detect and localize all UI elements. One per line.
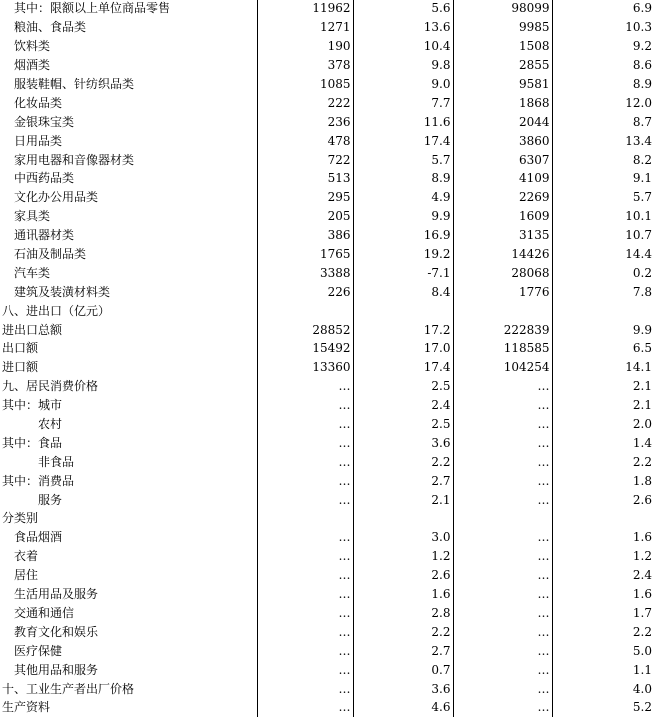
cell-v1: 222: [257, 93, 353, 112]
table-row: [0, 490, 654, 509]
cell-v4: 2.1: [552, 377, 654, 396]
cell-v4: 2.2: [552, 452, 654, 471]
row-label: 服装鞋帽、针纺织品类: [14, 77, 135, 91]
row-label: 农村: [38, 417, 63, 432]
table-row: [0, 528, 654, 547]
cell-v3: 9985: [453, 18, 552, 37]
cell-v4: [552, 301, 654, 320]
cell-v4: 10.3: [552, 18, 654, 37]
row-label: 八、进出口（亿元）: [2, 303, 111, 318]
cell-v2: 2.7: [353, 641, 453, 660]
table-row: [0, 396, 654, 415]
cell-v1: …: [257, 566, 353, 585]
cell-v3: …: [453, 698, 552, 717]
cell-v4: 2.2: [552, 622, 654, 641]
table-row: [0, 547, 654, 566]
cell-v2: 10.4: [353, 37, 453, 56]
cell-v4: 5.0: [552, 641, 654, 660]
cell-v4: 14.4: [552, 245, 654, 264]
cell-v1: …: [257, 528, 353, 547]
table-row: [0, 0, 654, 18]
cell-v1: …: [257, 660, 353, 679]
cell-v3: …: [453, 566, 552, 585]
cell-v2: -7.1: [353, 263, 453, 282]
row-label: 粮油、食品类: [14, 20, 87, 35]
cell-v4: 1.1: [552, 660, 654, 679]
cell-v1: …: [257, 377, 353, 396]
cell-v2: 2.8: [353, 604, 453, 623]
cell-v1: …: [257, 547, 353, 566]
cell-v2: 2.2: [353, 452, 453, 471]
cell-v4: 13.4: [552, 131, 654, 150]
cell-v4: 10.7: [552, 226, 654, 245]
cell-v3: …: [453, 471, 552, 490]
cell-v3: 2044: [453, 112, 552, 131]
cell-v2: 17.2: [353, 320, 453, 339]
table-row: [0, 641, 654, 660]
table-row: [0, 150, 654, 169]
cell-v1: [257, 301, 353, 320]
cell-v4: 2.0: [552, 415, 654, 434]
cell-v3: 104254: [453, 358, 552, 377]
cell-v4: 7.8: [552, 282, 654, 301]
cell-v2: 16.9: [353, 226, 453, 245]
cell-v4: [552, 509, 654, 528]
row-label: 家具类: [14, 209, 51, 224]
cell-v3: [453, 509, 552, 528]
table-row: [0, 282, 654, 301]
row-label: 其中：城市: [2, 398, 63, 413]
row-label: 饮料类: [14, 39, 51, 54]
cell-v1: 1765: [257, 245, 353, 264]
cell-v2: 8.9: [353, 169, 453, 188]
cell-v4: 8.2: [552, 150, 654, 169]
cell-v1: …: [257, 452, 353, 471]
cell-v4: 9.1: [552, 169, 654, 188]
cell-v2: 2.5: [353, 377, 453, 396]
cell-v3: 222839: [453, 320, 552, 339]
cell-v3: …: [453, 622, 552, 641]
cell-v4: 5.2: [552, 698, 654, 717]
cell-v2: 11.6: [353, 112, 453, 131]
cell-v4: 9.9: [552, 320, 654, 339]
cell-v3: 1508: [453, 37, 552, 56]
table-row: [0, 339, 654, 358]
table-row: [0, 377, 654, 396]
cell-v4: 9.2: [552, 37, 654, 56]
cell-v2: 3.6: [353, 679, 453, 698]
cell-v1: …: [257, 698, 353, 717]
cell-v2: 3.6: [353, 433, 453, 452]
cell-v2: 0.7: [353, 660, 453, 679]
cell-v3: …: [453, 433, 552, 452]
table-row: [0, 622, 654, 641]
cell-v3: …: [453, 396, 552, 415]
cell-v3: 4109: [453, 169, 552, 188]
cell-v2: 2.6: [353, 566, 453, 585]
row-label: 进口额: [2, 360, 39, 375]
cell-v2: 2.1: [353, 490, 453, 509]
cell-v1: 11962: [257, 0, 353, 18]
table-row: [0, 188, 654, 207]
cell-v3: …: [453, 490, 552, 509]
cell-v2: 3.0: [353, 528, 453, 547]
row-label: 衣着: [14, 549, 39, 564]
cell-v3: …: [453, 660, 552, 679]
table-row: [0, 433, 654, 452]
cell-v1: 236: [257, 112, 353, 131]
row-label: 化妆品类: [14, 95, 63, 110]
cell-v4: 1.7: [552, 604, 654, 623]
cell-v1: 478: [257, 131, 353, 150]
cell-v3: 3135: [453, 226, 552, 245]
cell-v4: 1.4: [552, 433, 654, 452]
cell-v2: [353, 509, 453, 528]
table-row: [0, 93, 654, 112]
cell-v3: …: [453, 585, 552, 604]
cell-v1: 226: [257, 282, 353, 301]
cell-v2: 7.7: [353, 93, 453, 112]
cell-v3: [453, 301, 552, 320]
cell-v4: 8.7: [552, 112, 654, 131]
cell-v3: 118585: [453, 339, 552, 358]
cell-v2: 2.7: [353, 471, 453, 490]
table-row: [0, 56, 654, 75]
row-label: 金银珠宝类: [14, 114, 75, 129]
cell-v1: …: [257, 585, 353, 604]
table-row: [0, 679, 654, 698]
cell-v2: 17.0: [353, 339, 453, 358]
row-label: 文化办公用品类: [14, 190, 99, 205]
table-row: [0, 566, 654, 585]
row-label: 其中：限额以上单位商品零售: [14, 1, 171, 16]
cell-v2: 2.2: [353, 622, 453, 641]
cell-v2: 17.4: [353, 131, 453, 150]
cell-v1: …: [257, 490, 353, 509]
row-label: 日用品类: [14, 133, 63, 148]
row-label: 医疗保健: [14, 643, 63, 658]
cell-v4: 1.6: [552, 585, 654, 604]
cell-v4: 14.1: [552, 358, 654, 377]
row-label: 居住: [14, 568, 39, 583]
row-label: 生活用品及服务: [14, 587, 99, 602]
cell-v3: …: [453, 679, 552, 698]
cell-v4: 1.2: [552, 547, 654, 566]
row-label: 九、居民消费价格: [2, 379, 99, 394]
row-label: 中西药品类: [14, 171, 75, 186]
table-row: [0, 698, 654, 717]
cell-v1: 205: [257, 207, 353, 226]
table-row: [0, 471, 654, 490]
cell-v1: 378: [257, 56, 353, 75]
cell-v2: 13.6: [353, 18, 453, 37]
row-label: 分类别: [2, 511, 39, 526]
cell-v1: 386: [257, 226, 353, 245]
cell-v1: 28852: [257, 320, 353, 339]
cell-v1: 190: [257, 37, 353, 56]
cell-v1: …: [257, 471, 353, 490]
table-row: [0, 320, 654, 339]
cell-v2: 4.6: [353, 698, 453, 717]
cell-v3: …: [453, 377, 552, 396]
cell-v1: 13360: [257, 358, 353, 377]
cell-v4: 8.6: [552, 56, 654, 75]
row-label: 通讯器材类: [14, 228, 75, 243]
row-label: 非食品: [38, 454, 75, 469]
cell-v2: 2.5: [353, 415, 453, 434]
cell-v4: 4.0: [552, 679, 654, 698]
cell-v3: 3860: [453, 131, 552, 150]
table-row: [0, 301, 654, 320]
table-row: [0, 660, 654, 679]
table-row: [0, 169, 654, 188]
cell-v3: 14426: [453, 245, 552, 264]
cell-v3: 6307: [453, 150, 552, 169]
cell-v4: 6.9: [552, 0, 654, 18]
cell-v2: 19.2: [353, 245, 453, 264]
cell-v1: …: [257, 604, 353, 623]
cell-v3: 2269: [453, 188, 552, 207]
cell-v1: [257, 509, 353, 528]
cell-v4: 12.0: [552, 93, 654, 112]
table-row: [0, 112, 654, 131]
cell-v4: 2.1: [552, 396, 654, 415]
cell-v1: …: [257, 433, 353, 452]
cell-v3: 1609: [453, 207, 552, 226]
table-row: [0, 226, 654, 245]
table-row: [0, 452, 654, 471]
row-label: 生产资料: [2, 700, 51, 715]
cell-v3: …: [453, 415, 552, 434]
cell-v3: …: [453, 604, 552, 623]
table-row: [0, 207, 654, 226]
cell-v4: 2.6: [552, 490, 654, 509]
cell-v1: 513: [257, 169, 353, 188]
table-row: [0, 585, 654, 604]
cell-v2: 1.2: [353, 547, 453, 566]
cell-v3: …: [453, 547, 552, 566]
cell-v1: 15492: [257, 339, 353, 358]
cell-v2: [353, 301, 453, 320]
cell-v3: 1868: [453, 93, 552, 112]
cell-v3: …: [453, 641, 552, 660]
cell-v3: …: [453, 452, 552, 471]
cell-v1: 3388: [257, 263, 353, 282]
cell-v1: …: [257, 679, 353, 698]
row-label: 其他用品和服务: [14, 662, 99, 677]
cell-v3: 2855: [453, 56, 552, 75]
table-row: [0, 604, 654, 623]
cell-v3: 98099: [453, 0, 552, 18]
row-label: 汽车类: [14, 265, 51, 280]
cell-v4: 5.7: [552, 188, 654, 207]
row-label: 十、工业生产者出厂价格: [2, 681, 135, 696]
cell-v4: 2.4: [552, 566, 654, 585]
cell-v2: 5.7: [353, 150, 453, 169]
cell-v2: 9.0: [353, 75, 453, 94]
cell-v4: 1.6: [552, 528, 654, 547]
cell-v2: 2.4: [353, 396, 453, 415]
row-label: 交通和通信: [14, 605, 75, 620]
cell-v1: 1085: [257, 75, 353, 94]
cell-v1: …: [257, 396, 353, 415]
table-row: [0, 509, 654, 528]
row-label: 家用电器和音像器材类: [14, 152, 135, 167]
cell-v4: 0.2: [552, 263, 654, 282]
cell-v2: 5.6: [353, 0, 453, 18]
cell-v3: 1776: [453, 282, 552, 301]
cell-v2: 9.8: [353, 56, 453, 75]
table-row: [0, 358, 654, 377]
cell-v1: …: [257, 415, 353, 434]
cell-v1: …: [257, 622, 353, 641]
table-row: [0, 37, 654, 56]
cell-v1: 1271: [257, 18, 353, 37]
cell-v4: 1.8: [552, 471, 654, 490]
table-row: [0, 415, 654, 434]
row-label: 服务: [38, 492, 63, 507]
table-row: [0, 263, 654, 282]
cell-v3: 9581: [453, 75, 552, 94]
cell-v1: …: [257, 641, 353, 660]
cell-v3: …: [453, 528, 552, 547]
cell-v1: 295: [257, 188, 353, 207]
row-label: 其中：食品: [2, 435, 63, 450]
row-label: 食品烟酒: [14, 530, 63, 545]
cell-v2: 1.6: [353, 585, 453, 604]
row-label: 教育文化和娱乐: [14, 624, 99, 639]
cell-v2: 4.9: [353, 188, 453, 207]
table-row: [0, 131, 654, 150]
cell-v2: 8.4: [353, 282, 453, 301]
cell-v2: 17.4: [353, 358, 453, 377]
table-row: [0, 245, 654, 264]
cell-v3: 28068: [453, 263, 552, 282]
row-label: 烟酒类: [14, 58, 51, 73]
cell-v4: 6.5: [552, 339, 654, 358]
row-label: 建筑及装潢材料类: [14, 284, 111, 299]
cell-v4: 10.1: [552, 207, 654, 226]
row-label: 石油及制品类: [14, 247, 87, 262]
table-row: [0, 18, 654, 37]
cell-v2: 9.9: [353, 207, 453, 226]
table-row: [0, 75, 654, 94]
row-label: 进出口总额: [2, 322, 63, 337]
cell-v4: 8.9: [552, 75, 654, 94]
row-label: 出口额: [2, 341, 39, 356]
row-label: 其中：消费品: [2, 473, 75, 488]
cell-v1: 722: [257, 150, 353, 169]
